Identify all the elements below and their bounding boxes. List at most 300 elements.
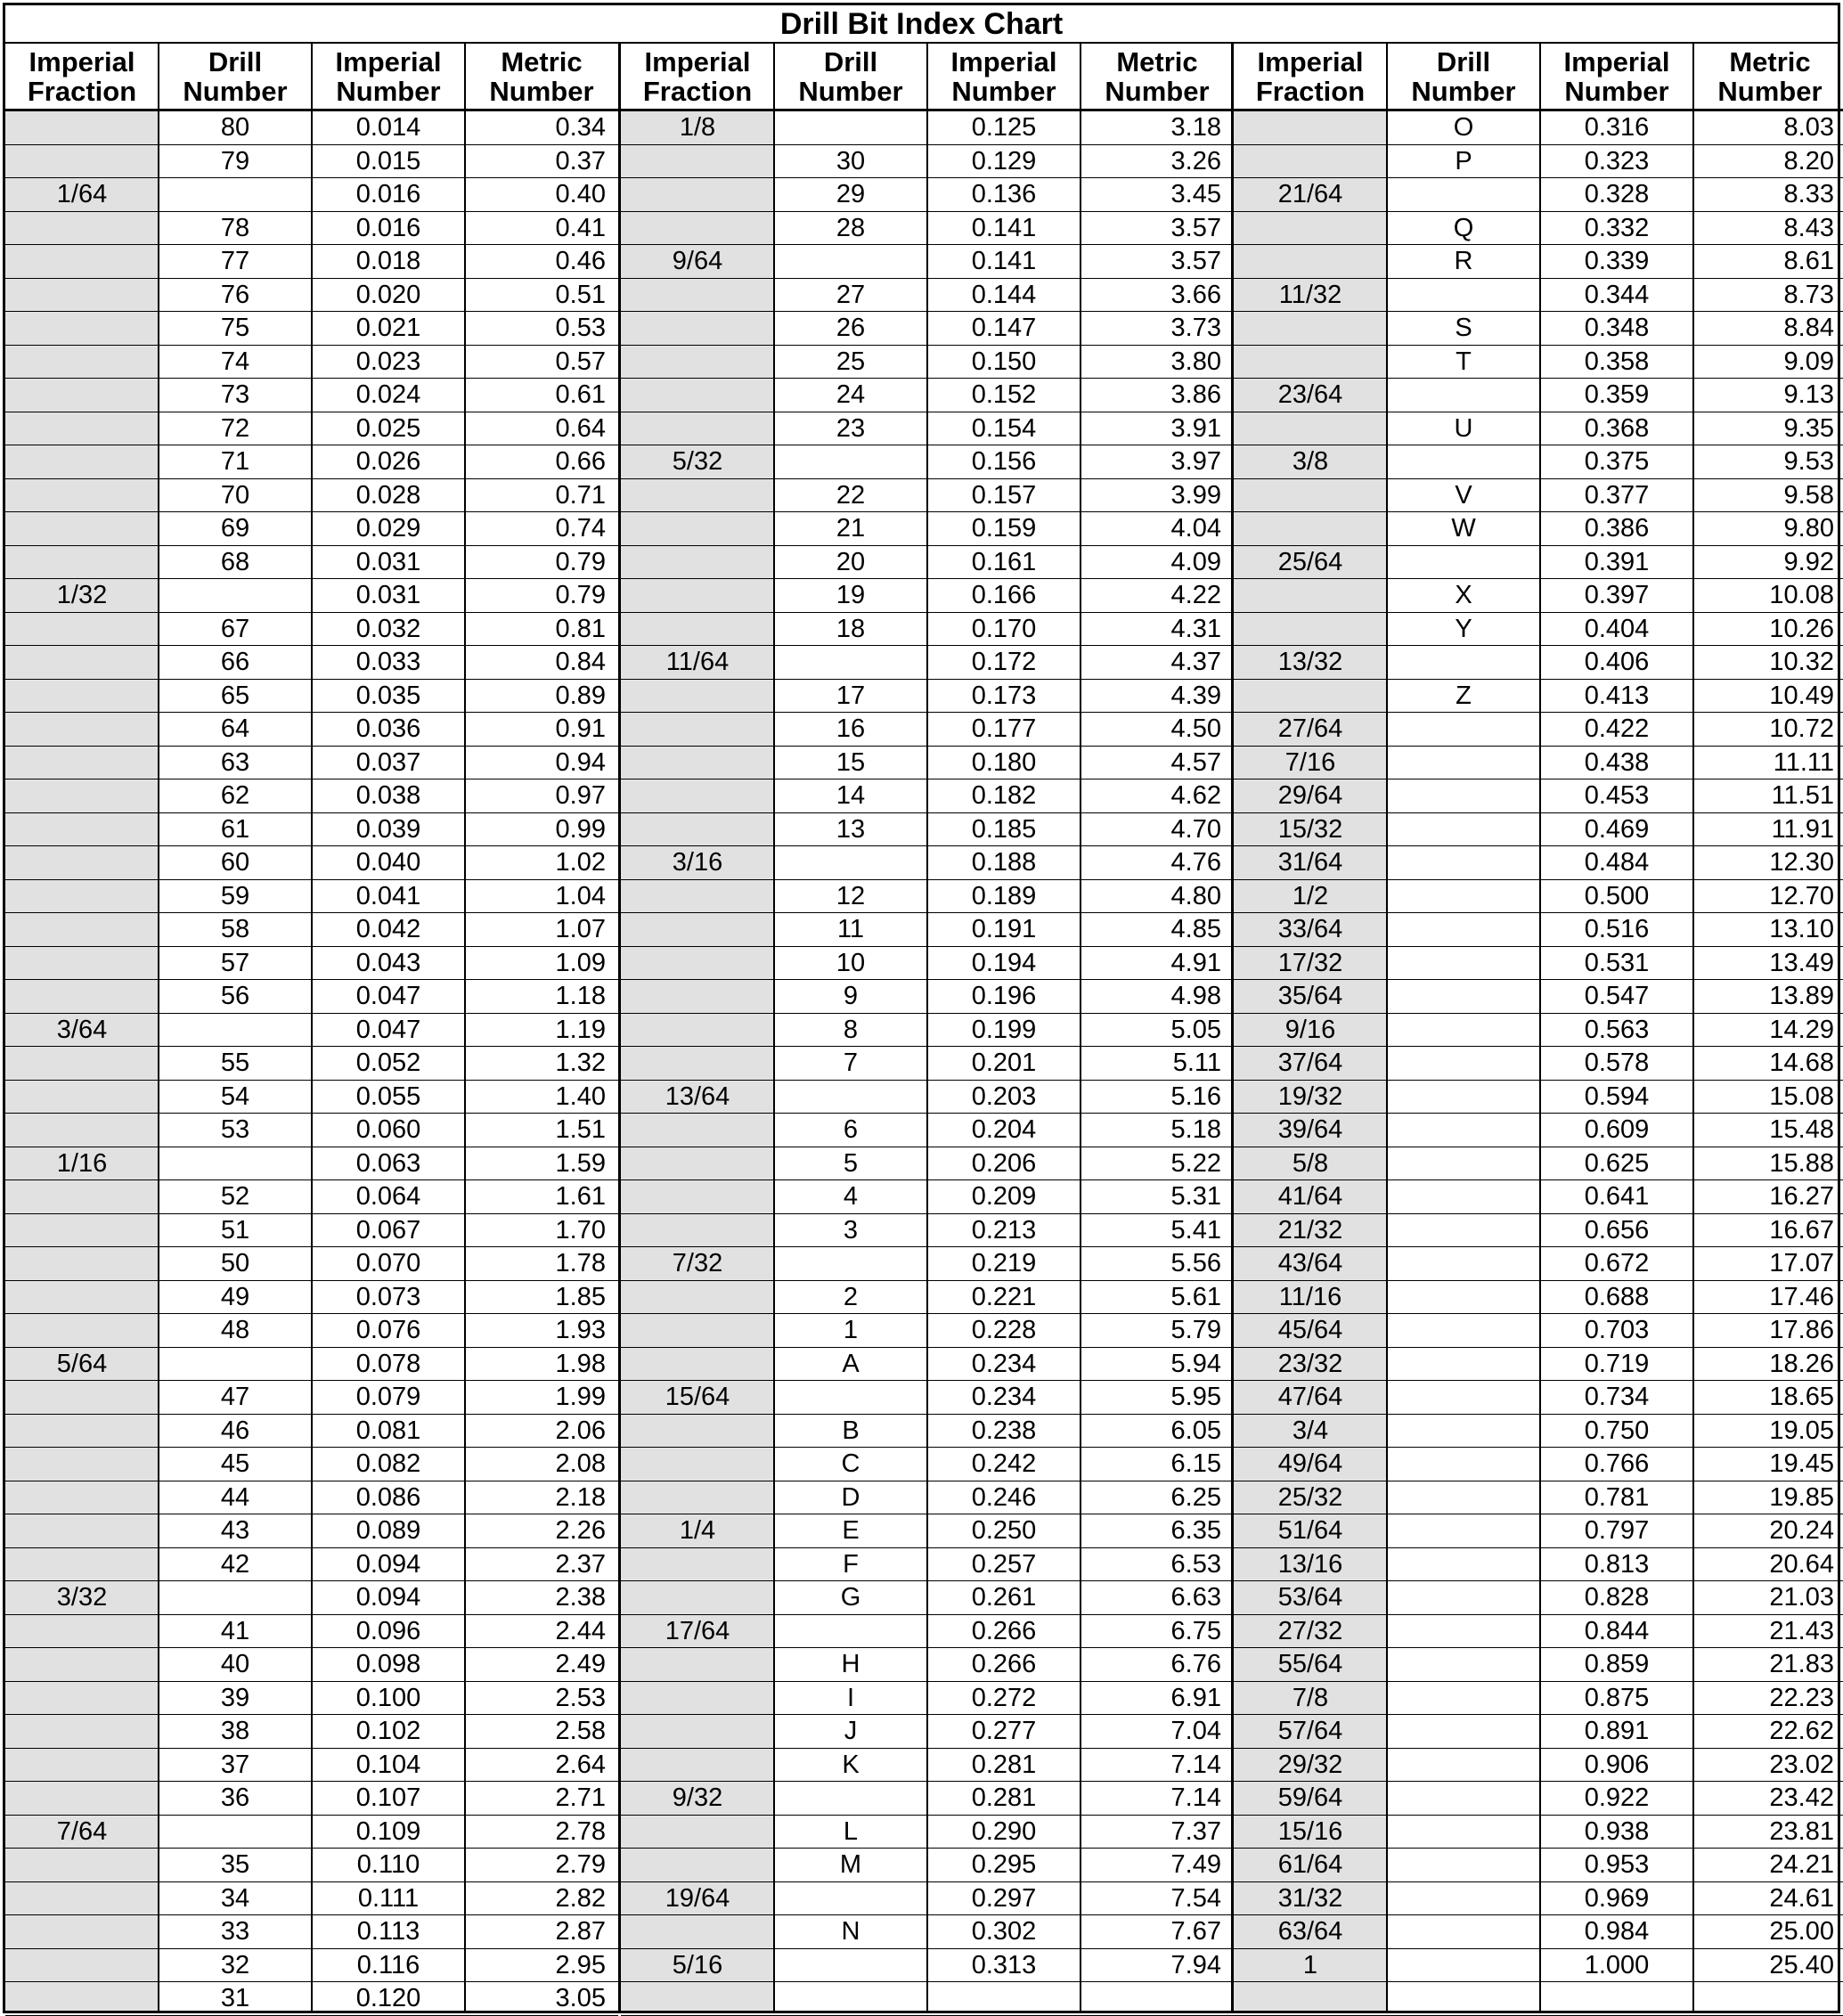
cell-imperial-number: 0.953 xyxy=(1540,1849,1693,1882)
cell-imperial-number: 0.141 xyxy=(927,212,1081,246)
header-metric-number: Metric Number xyxy=(1693,44,1843,111)
cell-metric-number: 0.81 xyxy=(465,613,618,647)
cell-imperial-fraction xyxy=(5,1247,159,1281)
header-drill-number: Drill Number xyxy=(774,44,927,111)
cell-imperial-fraction xyxy=(621,1682,774,1716)
cell-drill-number xyxy=(1387,1548,1540,1582)
cell-drill-number: 67 xyxy=(159,613,312,647)
cell-imperial-number: 0.332 xyxy=(1540,212,1693,246)
cell-metric-number: 23.42 xyxy=(1693,1782,1843,1816)
cell-imperial-fraction: 9/64 xyxy=(621,245,774,279)
cell-drill-number: 69 xyxy=(159,512,312,546)
cell-metric-number: 9.09 xyxy=(1693,346,1843,380)
cell-imperial-number: 0.032 xyxy=(312,613,465,647)
cell-metric-number: 8.03 xyxy=(1693,111,1843,145)
cell-metric-number: 5.95 xyxy=(1081,1381,1234,1415)
cell-imperial-number: 0.185 xyxy=(927,813,1081,847)
cell-drill-number: 30 xyxy=(774,145,927,179)
cell-metric-number: 6.76 xyxy=(1081,1648,1234,1682)
cell-imperial-fraction: 1/64 xyxy=(5,178,159,212)
cell-drill-number: P xyxy=(1387,145,1540,179)
cell-drill-number: 9 xyxy=(774,980,927,1014)
cell-drill-number xyxy=(774,846,927,880)
cell-drill-number: F xyxy=(774,1548,927,1582)
cell-metric-number: 13.10 xyxy=(1693,913,1843,947)
cell-imperial-number: 0.023 xyxy=(312,346,465,380)
cell-imperial-number: 0.025 xyxy=(312,412,465,446)
cell-imperial-fraction xyxy=(621,1348,774,1382)
cell-metric-number: 2.79 xyxy=(465,1849,618,1882)
cell-drill-number: 74 xyxy=(159,346,312,380)
cell-drill-number xyxy=(774,111,927,145)
cell-drill-number xyxy=(1387,1014,1540,1048)
cell-drill-number: 13 xyxy=(774,813,927,847)
cell-imperial-number: 0.109 xyxy=(312,1816,465,1849)
cell-drill-number xyxy=(774,1782,927,1816)
cell-imperial-fraction xyxy=(5,1949,159,1983)
cell-metric-number: 9.13 xyxy=(1693,379,1843,412)
cell-imperial-fraction xyxy=(5,145,159,179)
cell-imperial-fraction: 17/32 xyxy=(1234,947,1387,981)
cell-drill-number: G xyxy=(774,1581,927,1615)
cell-drill-number: Q xyxy=(1387,212,1540,246)
cell-metric-number: 4.62 xyxy=(1081,779,1234,813)
cell-imperial-fraction: 43/64 xyxy=(1234,1247,1387,1281)
cell-imperial-number: 0.228 xyxy=(927,1314,1081,1348)
cell-imperial-fraction xyxy=(5,1882,159,1916)
cell-drill-number: 62 xyxy=(159,779,312,813)
column-imperial-fraction xyxy=(621,111,774,2011)
cell-drill-number: H xyxy=(774,1648,927,1682)
cell-drill-number xyxy=(1387,1949,1540,1983)
cell-imperial-number: 0.189 xyxy=(927,880,1081,914)
cell-drill-number: 37 xyxy=(159,1749,312,1783)
cell-metric-number: 5.94 xyxy=(1081,1348,1234,1382)
cell-drill-number: 80 xyxy=(159,111,312,145)
cell-imperial-number: 0.102 xyxy=(312,1715,465,1749)
cell-imperial-fraction xyxy=(1234,412,1387,446)
cell-imperial-number: 0.859 xyxy=(1540,1648,1693,1682)
cell-imperial-fraction: 1/32 xyxy=(5,579,159,613)
cell-imperial-fraction: 51/64 xyxy=(1234,1514,1387,1548)
cell-imperial-fraction xyxy=(1234,212,1387,246)
cell-metric-number: 9.80 xyxy=(1693,512,1843,546)
cell-metric-number: 8.33 xyxy=(1693,178,1843,212)
chart-panel-3 xyxy=(1231,44,1843,2011)
cell-imperial-number: 0.766 xyxy=(1540,1448,1693,1481)
cell-metric-number: 0.46 xyxy=(465,245,618,279)
cell-imperial-fraction xyxy=(5,245,159,279)
cell-drill-number xyxy=(774,646,927,680)
cell-metric-number: 2.82 xyxy=(465,1882,618,1916)
cell-drill-number xyxy=(1387,1081,1540,1114)
cell-imperial-number: 0.625 xyxy=(1540,1147,1693,1181)
cell-drill-number: 57 xyxy=(159,947,312,981)
cell-imperial-number: 0.719 xyxy=(1540,1348,1693,1382)
chart-panel-2 xyxy=(618,44,1234,2011)
cell-imperial-number: 0.110 xyxy=(312,1849,465,1882)
column-imperial-number xyxy=(312,111,465,2011)
cell-metric-number: 1.98 xyxy=(465,1348,618,1382)
cell-imperial-fraction: 3/4 xyxy=(1234,1415,1387,1449)
cell-imperial-fraction: 37/64 xyxy=(1234,1047,1387,1081)
cell-metric-number: 0.79 xyxy=(465,579,618,613)
cell-imperial-number: 0.266 xyxy=(927,1615,1081,1649)
cell-imperial-fraction xyxy=(621,813,774,847)
cell-imperial-fraction: 1/8 xyxy=(621,111,774,145)
cell-imperial-fraction: 45/64 xyxy=(1234,1314,1387,1348)
cell-imperial-fraction xyxy=(621,1147,774,1181)
cell-drill-number: D xyxy=(774,1481,927,1515)
cell-imperial-fraction xyxy=(621,145,774,179)
cell-metric-number: 18.26 xyxy=(1693,1348,1843,1382)
cell-metric-number: 9.58 xyxy=(1693,479,1843,513)
cell-imperial-fraction xyxy=(621,1114,774,1147)
cell-metric-number: 0.61 xyxy=(465,379,618,412)
cell-imperial-fraction: 3/16 xyxy=(621,846,774,880)
cell-imperial-fraction: 27/64 xyxy=(1234,713,1387,747)
cell-metric-number: 0.51 xyxy=(465,279,618,313)
cell-metric-number: 16.27 xyxy=(1693,1180,1843,1214)
cell-imperial-number: 0.313 xyxy=(927,1949,1081,1983)
cell-imperial-number: 0.531 xyxy=(1540,947,1693,981)
cell-imperial-number: 0.173 xyxy=(927,680,1081,714)
cell-drill-number: 70 xyxy=(159,479,312,513)
cell-imperial-fraction xyxy=(5,1715,159,1749)
cell-drill-number: 16 xyxy=(774,713,927,747)
cell-drill-number: X xyxy=(1387,579,1540,613)
cell-drill-number xyxy=(1387,1448,1540,1481)
cell-metric-number: 18.65 xyxy=(1693,1381,1843,1415)
cell-metric-number: 13.49 xyxy=(1693,947,1843,981)
cell-imperial-fraction xyxy=(621,747,774,780)
cell-drill-number xyxy=(1387,1849,1540,1882)
cell-drill-number: 20 xyxy=(774,546,927,580)
cell-metric-number: 7.94 xyxy=(1081,1949,1234,1983)
cell-imperial-number: 0.136 xyxy=(927,178,1081,212)
cell-imperial-fraction xyxy=(621,379,774,412)
cell-drill-number xyxy=(1387,1114,1540,1147)
cell-metric-number: 2.26 xyxy=(465,1514,618,1548)
cell-metric-number: 0.94 xyxy=(465,747,618,780)
cell-imperial-fraction xyxy=(621,412,774,446)
cell-imperial-number: 0.344 xyxy=(1540,279,1693,313)
cell-drill-number xyxy=(1387,747,1540,780)
cell-drill-number: 27 xyxy=(774,279,927,313)
cell-imperial-number: 0.302 xyxy=(927,1915,1081,1949)
cell-drill-number xyxy=(774,445,927,479)
cell-imperial-fraction: 23/64 xyxy=(1234,379,1387,412)
cell-metric-number: 11.91 xyxy=(1693,813,1843,847)
cell-metric-number: 3.05 xyxy=(465,1982,618,2016)
cell-imperial-number: 0.042 xyxy=(312,913,465,947)
cell-imperial-fraction xyxy=(1234,145,1387,179)
cell-imperial-number: 0.359 xyxy=(1540,379,1693,412)
cell-metric-number: 6.35 xyxy=(1081,1514,1234,1548)
cell-imperial-fraction xyxy=(5,1682,159,1716)
cell-metric-number: 2.18 xyxy=(465,1481,618,1515)
cell-drill-number xyxy=(159,1147,312,1181)
cell-metric-number: 6.53 xyxy=(1081,1548,1234,1582)
cell-imperial-number: 0.170 xyxy=(927,613,1081,647)
cell-imperial-number: 0.406 xyxy=(1540,646,1693,680)
cell-metric-number: 1.78 xyxy=(465,1247,618,1281)
column-divider xyxy=(1692,44,1694,2011)
cell-drill-number: 68 xyxy=(159,546,312,580)
cell-imperial-number xyxy=(1540,1982,1693,2016)
column-divider xyxy=(158,44,159,2011)
cell-drill-number xyxy=(1387,1682,1540,1716)
cell-drill-number xyxy=(1387,178,1540,212)
cell-drill-number xyxy=(1387,880,1540,914)
cell-imperial-number: 0.781 xyxy=(1540,1481,1693,1515)
cell-imperial-fraction xyxy=(621,479,774,513)
header-imperial-number: Imperial Number xyxy=(927,44,1081,111)
cell-imperial-number: 0.199 xyxy=(927,1014,1081,1048)
cell-drill-number: 79 xyxy=(159,145,312,179)
cell-imperial-fraction: 15/64 xyxy=(621,1381,774,1415)
column-metric-number xyxy=(1693,111,1843,2011)
cell-imperial-number: 0.156 xyxy=(927,445,1081,479)
drill-bit-index-chart xyxy=(3,3,1840,2013)
cell-imperial-number: 0.028 xyxy=(312,479,465,513)
cell-imperial-number: 0.172 xyxy=(927,646,1081,680)
cell-imperial-number: 0.096 xyxy=(312,1615,465,1649)
cell-imperial-number: 0.204 xyxy=(927,1114,1081,1147)
cell-imperial-number: 0.206 xyxy=(927,1147,1081,1181)
cell-drill-number: 5 xyxy=(774,1147,927,1181)
cell-metric-number: 5.05 xyxy=(1081,1014,1234,1048)
cell-imperial-fraction xyxy=(621,212,774,246)
cell-drill-number xyxy=(1387,1514,1540,1548)
cell-imperial-number: 0.113 xyxy=(312,1915,465,1949)
cell-metric-number: 7.14 xyxy=(1081,1749,1234,1783)
cell-imperial-number: 0.016 xyxy=(312,212,465,246)
cell-drill-number: 23 xyxy=(774,412,927,446)
cell-imperial-fraction: 59/64 xyxy=(1234,1782,1387,1816)
cell-metric-number: 1.51 xyxy=(465,1114,618,1147)
cell-imperial-number: 0.221 xyxy=(927,1281,1081,1315)
cell-imperial-number: 0.261 xyxy=(927,1581,1081,1615)
cell-imperial-number: 0.100 xyxy=(312,1682,465,1716)
cell-imperial-number: 0.500 xyxy=(1540,880,1693,914)
cell-metric-number: 2.53 xyxy=(465,1682,618,1716)
cell-metric-number: 0.91 xyxy=(465,713,618,747)
cell-metric-number: 6.75 xyxy=(1081,1615,1234,1649)
cell-metric-number xyxy=(1693,1982,1843,2016)
header-imperial-fraction: Imperial Fraction xyxy=(621,44,774,111)
cell-imperial-fraction: 7/8 xyxy=(1234,1682,1387,1716)
cell-imperial-fraction xyxy=(621,913,774,947)
cell-imperial-number: 0.070 xyxy=(312,1247,465,1281)
cell-metric-number: 7.49 xyxy=(1081,1849,1234,1882)
column-metric-number xyxy=(1081,111,1234,2011)
cell-drill-number: 55 xyxy=(159,1047,312,1081)
cell-metric-number: 0.79 xyxy=(465,546,618,580)
cell-imperial-number: 0.024 xyxy=(312,379,465,412)
cell-drill-number: 15 xyxy=(774,747,927,780)
cell-metric-number: 0.97 xyxy=(465,779,618,813)
cell-imperial-fraction xyxy=(1234,479,1387,513)
cell-metric-number: 10.26 xyxy=(1693,613,1843,647)
cell-metric-number: 6.25 xyxy=(1081,1481,1234,1515)
cell-drill-number: V xyxy=(1387,479,1540,513)
cell-imperial-number: 0.188 xyxy=(927,846,1081,880)
cell-imperial-fraction xyxy=(1234,512,1387,546)
cell-metric-number: 1.18 xyxy=(465,980,618,1014)
cell-drill-number: L xyxy=(774,1816,927,1849)
cell-drill-number xyxy=(774,1247,927,1281)
cell-metric-number: 2.71 xyxy=(465,1782,618,1816)
cell-imperial-fraction xyxy=(5,312,159,346)
cell-imperial-fraction xyxy=(621,1214,774,1248)
cell-metric-number: 17.07 xyxy=(1693,1247,1843,1281)
cell-imperial-number: 0.828 xyxy=(1540,1581,1693,1615)
cell-drill-number xyxy=(1387,1581,1540,1615)
cell-metric-number: 9.35 xyxy=(1693,412,1843,446)
cell-imperial-fraction: 23/32 xyxy=(1234,1348,1387,1382)
cell-drill-number: 1 xyxy=(774,1314,927,1348)
cell-metric-number: 1.99 xyxy=(465,1381,618,1415)
cell-drill-number: 17 xyxy=(774,680,927,714)
cell-imperial-number: 0.047 xyxy=(312,980,465,1014)
cell-imperial-number: 0.316 xyxy=(1540,111,1693,145)
cell-drill-number: 36 xyxy=(159,1782,312,1816)
cell-metric-number: 3.99 xyxy=(1081,479,1234,513)
cell-drill-number: 32 xyxy=(159,1949,312,1983)
cell-metric-number: 20.24 xyxy=(1693,1514,1843,1548)
column-metric-number xyxy=(465,111,618,2011)
cell-imperial-fraction: 61/64 xyxy=(1234,1849,1387,1882)
cell-imperial-fraction: 3/64 xyxy=(5,1014,159,1048)
cell-drill-number: 49 xyxy=(159,1281,312,1315)
cell-imperial-fraction xyxy=(621,1749,774,1783)
cell-imperial-number: 0.150 xyxy=(927,346,1081,380)
cell-imperial-fraction: 7/16 xyxy=(1234,747,1387,780)
cell-imperial-fraction xyxy=(621,779,774,813)
cell-imperial-fraction: 41/64 xyxy=(1234,1180,1387,1214)
cell-imperial-fraction xyxy=(5,1849,159,1882)
cell-drill-number xyxy=(1387,1749,1540,1783)
cell-imperial-fraction xyxy=(621,1281,774,1315)
cell-drill-number: 24 xyxy=(774,379,927,412)
cell-metric-number: 1.09 xyxy=(465,947,618,981)
cell-metric-number: 5.22 xyxy=(1081,1147,1234,1181)
cell-imperial-number: 0.021 xyxy=(312,312,465,346)
cell-imperial-fraction xyxy=(1234,680,1387,714)
cell-metric-number: 21.83 xyxy=(1693,1648,1843,1682)
cell-metric-number xyxy=(1081,1982,1234,2016)
cell-metric-number: 10.72 xyxy=(1693,713,1843,747)
cell-imperial-fraction xyxy=(621,613,774,647)
cell-drill-number xyxy=(774,1615,927,1649)
cell-imperial-fraction: 11/32 xyxy=(1234,279,1387,313)
cell-imperial-fraction xyxy=(5,512,159,546)
cell-imperial-fraction: 5/8 xyxy=(1234,1147,1387,1181)
cell-metric-number: 1.93 xyxy=(465,1314,618,1348)
cell-imperial-fraction: 47/64 xyxy=(1234,1381,1387,1415)
cell-imperial-fraction: 1/16 xyxy=(5,1147,159,1181)
cell-imperial-number: 0.203 xyxy=(927,1081,1081,1114)
cell-metric-number: 5.41 xyxy=(1081,1214,1234,1248)
cell-drill-number: 39 xyxy=(159,1682,312,1716)
cell-drill-number: J xyxy=(774,1715,927,1749)
cell-metric-number: 19.05 xyxy=(1693,1415,1843,1449)
cell-imperial-fraction: 57/64 xyxy=(1234,1715,1387,1749)
cell-drill-number: 34 xyxy=(159,1882,312,1916)
cell-imperial-number: 0.469 xyxy=(1540,813,1693,847)
cell-drill-number: 53 xyxy=(159,1114,312,1147)
cell-imperial-number: 0.875 xyxy=(1540,1682,1693,1716)
cell-imperial-fraction xyxy=(621,713,774,747)
cell-imperial-fraction xyxy=(621,579,774,613)
cell-imperial-fraction: 15/32 xyxy=(1234,813,1387,847)
column-divider xyxy=(464,44,466,2011)
cell-metric-number: 2.78 xyxy=(465,1816,618,1849)
cell-imperial-fraction xyxy=(621,1915,774,1949)
cell-imperial-number: 0.238 xyxy=(927,1415,1081,1449)
column-drill-number xyxy=(159,111,312,2011)
cell-imperial-number: 0.201 xyxy=(927,1047,1081,1081)
cell-metric-number: 2.38 xyxy=(465,1581,618,1615)
cell-imperial-number: 0.844 xyxy=(1540,1615,1693,1649)
cell-metric-number: 2.06 xyxy=(465,1415,618,1449)
cell-drill-number: 22 xyxy=(774,479,927,513)
cell-metric-number: 1.19 xyxy=(465,1014,618,1048)
cell-metric-number: 0.99 xyxy=(465,813,618,847)
cell-drill-number: 38 xyxy=(159,1715,312,1749)
cell-metric-number: 21.43 xyxy=(1693,1615,1843,1649)
cell-metric-number: 11.11 xyxy=(1693,747,1843,780)
cell-imperial-fraction xyxy=(621,947,774,981)
cell-metric-number: 5.16 xyxy=(1081,1081,1234,1114)
cell-imperial-number: 0.040 xyxy=(312,846,465,880)
cell-imperial-number: 0.404 xyxy=(1540,613,1693,647)
cell-imperial-number: 0.182 xyxy=(927,779,1081,813)
header-metric-number: Metric Number xyxy=(1081,44,1234,111)
cell-imperial-number: 0.377 xyxy=(1540,479,1693,513)
cell-imperial-number: 1.000 xyxy=(1540,1949,1693,1983)
cell-imperial-fraction: 7/32 xyxy=(621,1247,774,1281)
column-drill-number xyxy=(1387,111,1540,2011)
cell-drill-number xyxy=(1387,813,1540,847)
cell-imperial-fraction xyxy=(5,445,159,479)
cell-imperial-fraction xyxy=(5,279,159,313)
cell-imperial-number: 0.038 xyxy=(312,779,465,813)
cell-imperial-fraction xyxy=(5,1915,159,1949)
cell-drill-number: B xyxy=(774,1415,927,1449)
cell-metric-number: 3.91 xyxy=(1081,412,1234,446)
cell-imperial-number: 0.368 xyxy=(1540,412,1693,446)
header-imperial-fraction: Imperial Fraction xyxy=(5,44,159,111)
cell-drill-number: 28 xyxy=(774,212,927,246)
cell-imperial-number: 0.144 xyxy=(927,279,1081,313)
cell-drill-number xyxy=(1387,947,1540,981)
cell-drill-number: N xyxy=(774,1915,927,1949)
cell-metric-number: 4.50 xyxy=(1081,713,1234,747)
cell-imperial-number: 0.161 xyxy=(927,546,1081,580)
cell-imperial-number: 0.328 xyxy=(1540,178,1693,212)
cell-imperial-fraction: 11/16 xyxy=(1234,1281,1387,1315)
cell-drill-number: 59 xyxy=(159,880,312,914)
cell-imperial-number: 0.234 xyxy=(927,1348,1081,1382)
cell-drill-number xyxy=(1387,445,1540,479)
cell-imperial-fraction xyxy=(621,178,774,212)
cell-imperial-fraction xyxy=(5,913,159,947)
cell-imperial-number: 0.672 xyxy=(1540,1247,1693,1281)
header-imperial-number: Imperial Number xyxy=(312,44,465,111)
column-divider xyxy=(926,44,928,2011)
